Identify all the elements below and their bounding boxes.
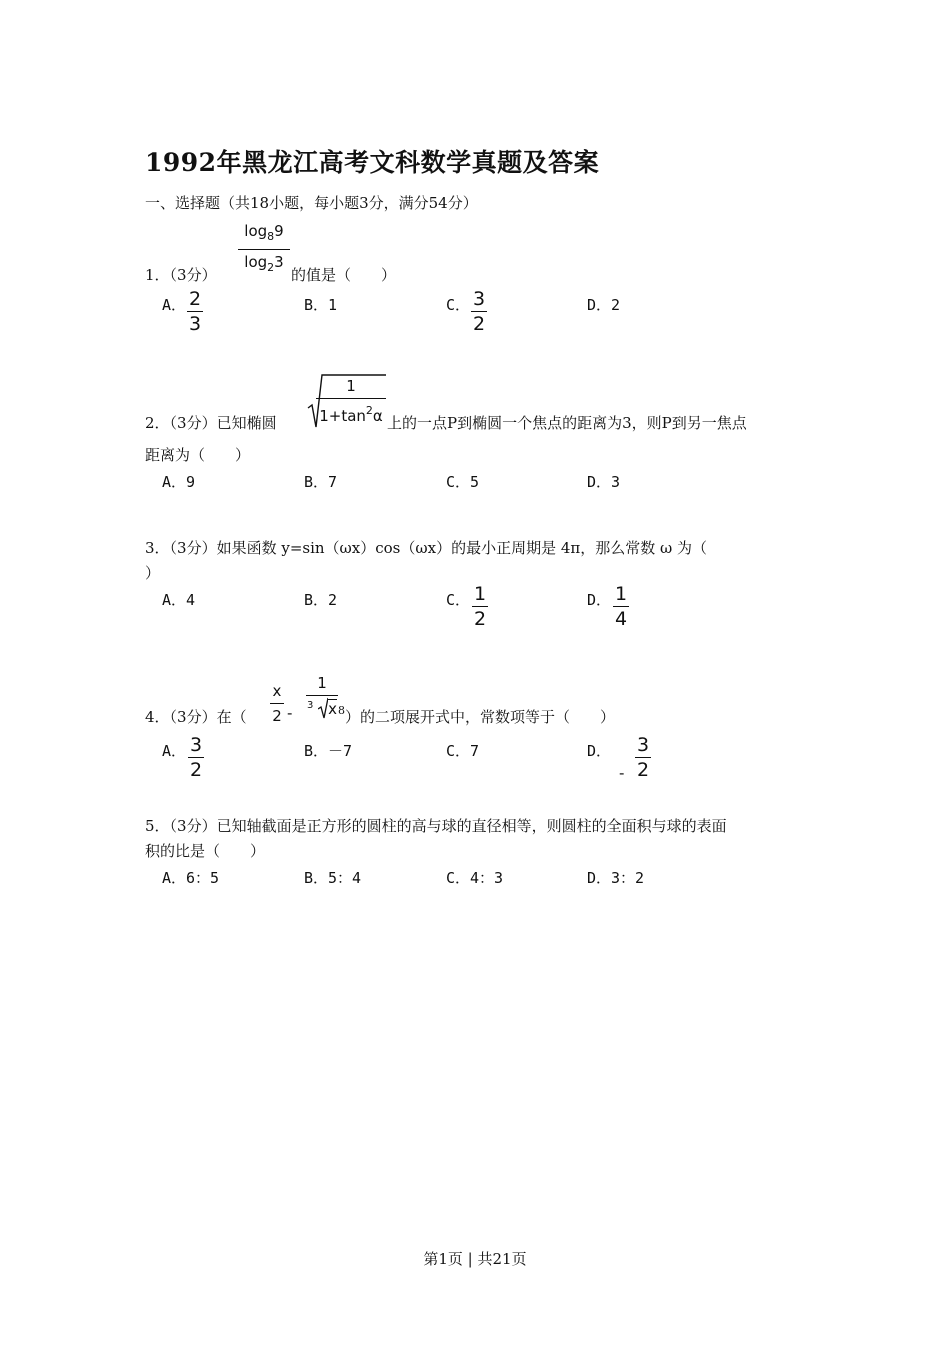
q2-option-b: B．7 [304,473,338,491]
q1-option-c-label: C． [446,296,471,314]
q3-option-d-label: D． [587,591,612,609]
q4-exponent: 8 [338,704,345,717]
q1-prefix: 1．（3分） [145,266,217,284]
q5-option-c: C．4：3 [446,869,504,887]
q5-option-a: A．6：5 [162,869,220,887]
q3-option-b: B．2 [304,591,338,609]
q2-prefix: 2．（3分）已知椭圆 [145,414,277,432]
q5-line1: 5．（3分）已知轴截面是正方形的圆柱的高与球的直径相等，则圆柱的全面积与球的表面 [145,817,727,835]
q3-option-a: A．4 [162,591,196,609]
q3-option-d-fraction: 1 4 [614,583,628,630]
q4-root-fraction: 1 $^3$ x [306,674,338,718]
q5-option-b: B．5：4 [304,869,362,887]
q1-suffix: 的值是（ ） [291,266,397,284]
q2-suffix: 上的一点P到椭圆一个焦点的距离为3，则P到另一焦点 [387,414,747,432]
q4-option-b: B．－7 [304,742,353,760]
q2-option-c: C．5 [446,473,480,491]
q5-option-d: D．3：2 [587,869,645,887]
q4-minus-sign: - [287,704,293,722]
q4-suffix: ）的二项展开式中，常数项等于（ ） [345,708,616,726]
q1-option-b: B．1 [304,296,338,314]
q3-line1: 3．（3分）如果函数 y=sin（ωx）cos（ωx）的最小正周期是 4π，那么常数 ω 为（ [145,539,708,557]
q4-option-d-label: D． [587,742,612,760]
q3-option-c-fraction: 1 2 [473,583,487,630]
q1-option-d: D．2 [587,296,621,314]
q1-option-a-label: A． [162,296,187,314]
q1-option-a-fraction: 2 3 [188,288,202,335]
q4-option-a-fraction: 3 2 [189,734,203,781]
q4-x-over-2-fraction: x 2 [270,680,284,727]
q2-option-d: D．3 [587,473,621,491]
q4-option-d-fraction: 3 2 [636,734,650,781]
q3-line2: ） [145,564,161,582]
q1-option-c-fraction: 3 2 [472,288,486,335]
q1-log-fraction: $\log_89$ $\log_23$ [238,220,290,279]
q2-option-a: A．9 [162,473,196,491]
q4-option-c: C．7 [446,742,480,760]
q4-cube-root-symbol [318,697,328,719]
q4-option-d-sign: - [619,764,625,782]
q4-option-a-label: A． [162,742,187,760]
page-footer: 第1页 | 共21页 [423,1250,527,1268]
page-title: 1992年黑龙江高考文科数学真题及答案 [145,148,600,177]
q3-option-c-label: C． [446,591,471,609]
q5-line2: 积的比是（ ） [145,842,266,860]
q2-ellipse-fraction: 1 $1+\tan^2\alpha$ [316,375,386,427]
q4-prefix: 4．（3分）在（ [145,708,247,726]
section-heading: 一、选择题（共18小题，每小题3分，满分54分） [145,194,478,212]
q2-line2: 距离为（ ） [145,446,251,464]
